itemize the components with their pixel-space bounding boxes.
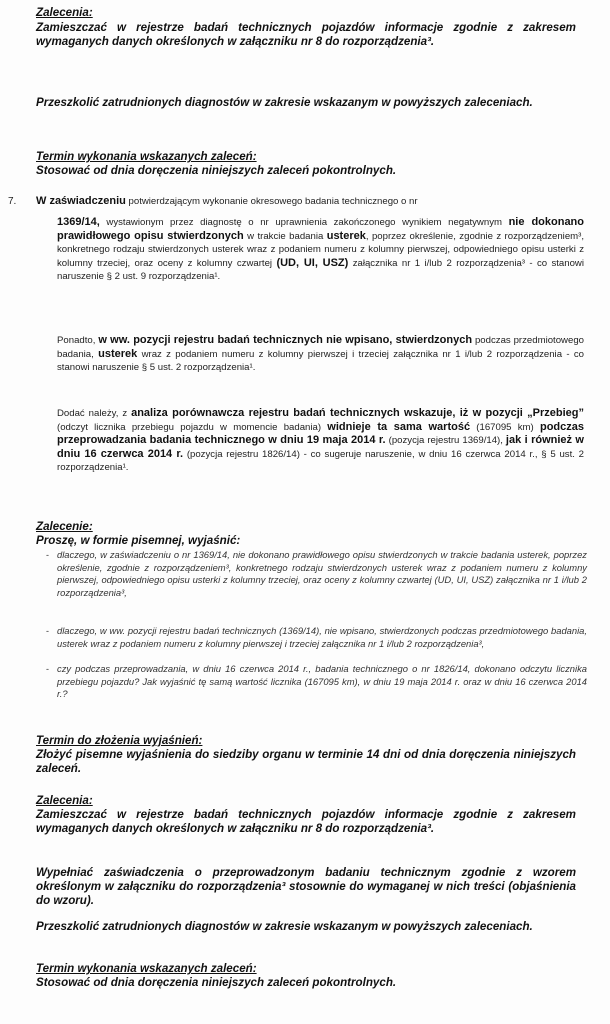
bullet-marker: - bbox=[46, 626, 49, 636]
request-intro: Proszę, w formie pisemnej, wyjaśnić: bbox=[36, 534, 241, 547]
recommendation-training-2: Przeszkolić zatrudnionych diagnostów w zakresie wskazanym w powyższych zaleceniach. bbox=[36, 920, 533, 933]
bullet-marker: - bbox=[46, 550, 49, 560]
deadline-text-2: Stosować od dnia doręczenia niniejszych zaleceń pokontrolnych. bbox=[36, 976, 397, 989]
deadline-text: Stosować od dnia doręczenia niniejszych zaleceń pokontrolnych. bbox=[36, 164, 397, 177]
deadline-heading: Termin wykonania wskazanych zaleceń: bbox=[36, 150, 257, 163]
finding-paragraph-3: Dodać należy, z analiza porównawcza rejestru badań technicznych wskazuje, iż w pozycji „Przebieg” (odczyt licznika przebiegu pojazdu w momencie badania) widnieje ta sama wartość (167095 km) podczas przeprowadzania badania technicznego w dniu 19 maja 2014 r. (pozycja rejestru 1369/14), jak i również w dniu 16 czerwca 2014 r. (pozycja rejestru 1826/14) - co sugeruje naruszenie, w dniu 16 czerwca 2014 r., § 5 ust. 2 rozporządzenia¹. bbox=[57, 407, 585, 474]
section-heading-recommendations: Zalecenia: bbox=[36, 6, 93, 19]
section-heading-recommendations-2: Zalecenia: bbox=[36, 794, 93, 807]
request-item-2: dlaczego, w ww. pozycji rejestru badań technicznych (1369/14), nie wpisano, stwierdzonych podczas przedmiotowego badania, usterek wraz z podaniem numeru z kolumny pierwszej i trzeciej załącznika nr 1 i/lub 2 rozporządzenia³, bbox=[57, 625, 587, 649]
explanation-deadline-text: Złożyć pisemne wyjaśnienia do siedziby organu w terminie 14 dni od dnia doręczenia niniejszych zaleceń. bbox=[36, 748, 576, 775]
recommendation-register: Zamieszczać w rejestrze badań technicznych pojazdów informacje zgodnie z zakresem wymaganych danych określonych w załączniku nr 8 do rozporządzenia³. bbox=[36, 21, 576, 48]
recommendation-certificates: Wypełniać zaświadczenia o przeprowadzonym badaniu technicznym zgodnie z wzorem określonym w załączniku do rozporządzenia³ stosownie do wymaganej w nich treści (objaśnienia do wzoru). bbox=[36, 866, 576, 907]
finding-paragraph-2: Ponadto, w ww. pozycji rejestru badań technicznych nie wpisano, stwierdzonych podczas przedmiotowego badania, usterek wraz z podaniem numeru z kolumny pierwszej i trzeciej załącznika nr 1 i/lub 2 rozporządzenia - co stanowi naruszenie § 5 ust. 2 rozporządzenia¹. bbox=[57, 334, 584, 374]
recommendation-training: Przeszkolić zatrudnionych diagnostów w zakresie wskazanym w powyższych zaleceniach. bbox=[36, 96, 533, 109]
request-item-1: dlaczego, w zaświadczeniu o nr 1369/14, nie dokonano prawidłowego opisu stwierdzonych w trakcie badania usterek, poprzez określenie, zgodnie z rozporządzeniem³, konkretnego rodzaju stwierdzonych usterek wraz z podaniem numeru z kolumny pierwszej, odpowiedniego opisu usterki z kolumny trzeciej, oraz oceny z kolumny czwartej (UD, UI, USZ) załącznika nr 1 i/lub 2 rozporządzenia³, bbox=[57, 549, 587, 598]
recommendation-register-2: Zamieszczać w rejestrze badań technicznych pojazdów informacje zgodnie z zakresem wymaganych danych określonych w załączniku nr 8 do rozporządzenia³. bbox=[36, 808, 576, 835]
section-heading-recommendation: Zalecenie: bbox=[36, 520, 93, 533]
bullet-marker: - bbox=[46, 664, 49, 674]
explanation-deadline-heading: Termin do złożenia wyjaśnień: bbox=[36, 734, 203, 747]
request-item-3: czy podczas przeprowadzania, w dniu 16 czerwca 2014 r., badania technicznego o nr 1826/14, dokonano odczytu licznika przebiegu pojazdu? Jak wyjaśnić tę samą wartość licznika (167095 km), w dniu 19 maja 2014 r. oraz w dniu 16 czerwca 2014 r.? bbox=[57, 663, 587, 700]
finding-paragraph-1-cont: 1369/14, wystawionym przez diagnostę o nr uprawnienia zakończonego wynikiem negatywnym nie dokonano prawidłowego opisu stwierdzonych w trakcie badania usterek, poprzez określenie, zgodnie z rozporządzeniem³, konkretnego rodzaju stwierdzonych usterek wraz z podaniem numeru z kolumny pierwszej, odpowiedniego opisu usterki z kolumny trzeciej, oraz oceny z kolumny czwartej (UD, UI, USZ) załącznika nr 1 i/lub 2 rozporządzenia³ - co stanowi naruszenie § 2 ust. 9 rozporządzenia¹. bbox=[57, 216, 585, 283]
item-number: 7. bbox=[8, 196, 17, 207]
emphasis-certificate: W zaświadczeniu bbox=[36, 195, 126, 207]
finding-paragraph-1: W zaświadczeniu potwierdzającym wykonanie okresowego badania technicznego o nr bbox=[36, 195, 418, 207]
deadline-heading-2: Termin wykonania wskazanych zaleceń: bbox=[36, 962, 257, 975]
